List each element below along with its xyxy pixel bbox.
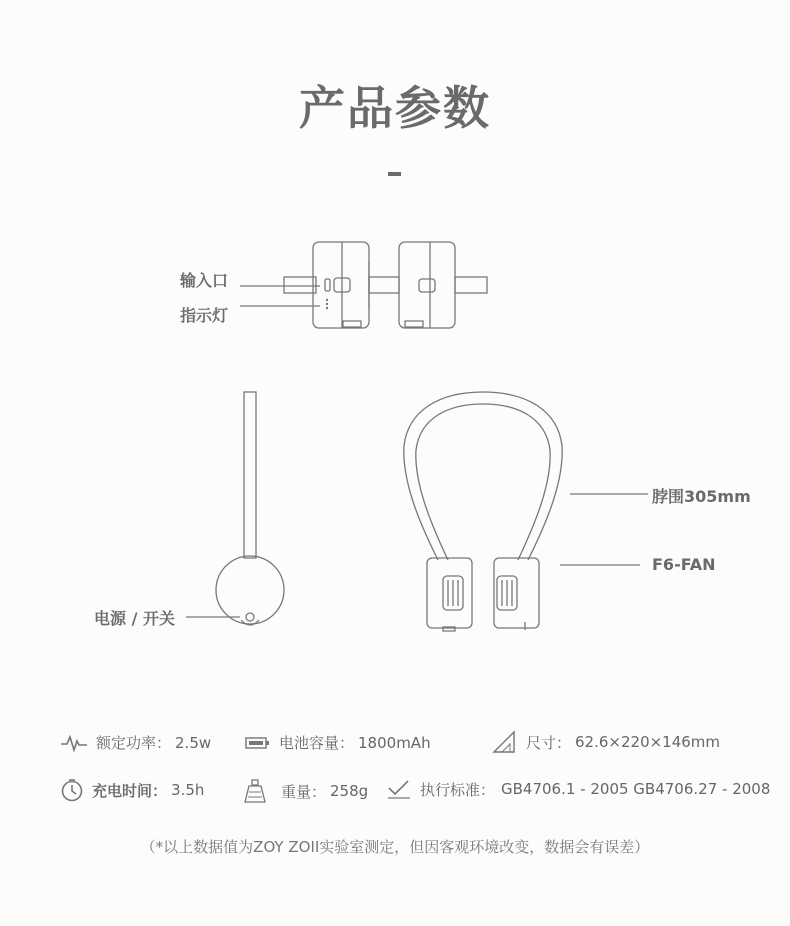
check-icon [386,778,412,800]
weight-icon [243,778,267,804]
model-label: F6-FAN [652,555,716,574]
battery-icon [245,736,271,750]
spec-key: 电池容量： [279,734,355,752]
spec-key: 尺寸： [526,733,572,752]
timer-icon [60,778,84,802]
spec-key: 重量： [281,782,327,801]
spec-battery [245,732,431,753]
ruler-triangle-icon [492,730,518,754]
footnote: （*以上数据值为ZOY ZOII实验室测定，但因客观环境改变，数据会有误差） [140,838,650,856]
top-view-illustration [284,242,487,328]
spec-value: 2.5w [175,733,212,752]
spec-standard [386,778,770,800]
spec-size [492,730,720,754]
spec-value: GB4706.1 - 2005 GB4706.27 - 2008 [501,780,771,798]
power-switch-label: 电源 / 开关 [94,609,175,628]
spec-value: 3.5h [171,781,205,799]
spec-charge-time [60,778,204,802]
spec-value: 62.6×220×146mm [575,733,721,751]
spec-value: 1800mAh [358,733,431,752]
front-view-illustration [404,392,562,631]
neck-size-label: 脖围305mm [652,487,751,506]
indicator-label: 指示灯 [180,306,229,325]
spec-value: 258g [330,782,369,800]
spec-key: 额定功率： [96,734,172,752]
spec-key: 充电时间： [92,781,168,800]
page-title: 产品参数 [299,81,491,135]
spec-power [60,732,211,753]
side-view-illustration [216,392,284,625]
pulse-icon [60,734,88,752]
spec-weight [243,778,368,804]
input-port-label: 输入口 [180,271,229,290]
spec-key: 执行标准： [420,780,496,799]
